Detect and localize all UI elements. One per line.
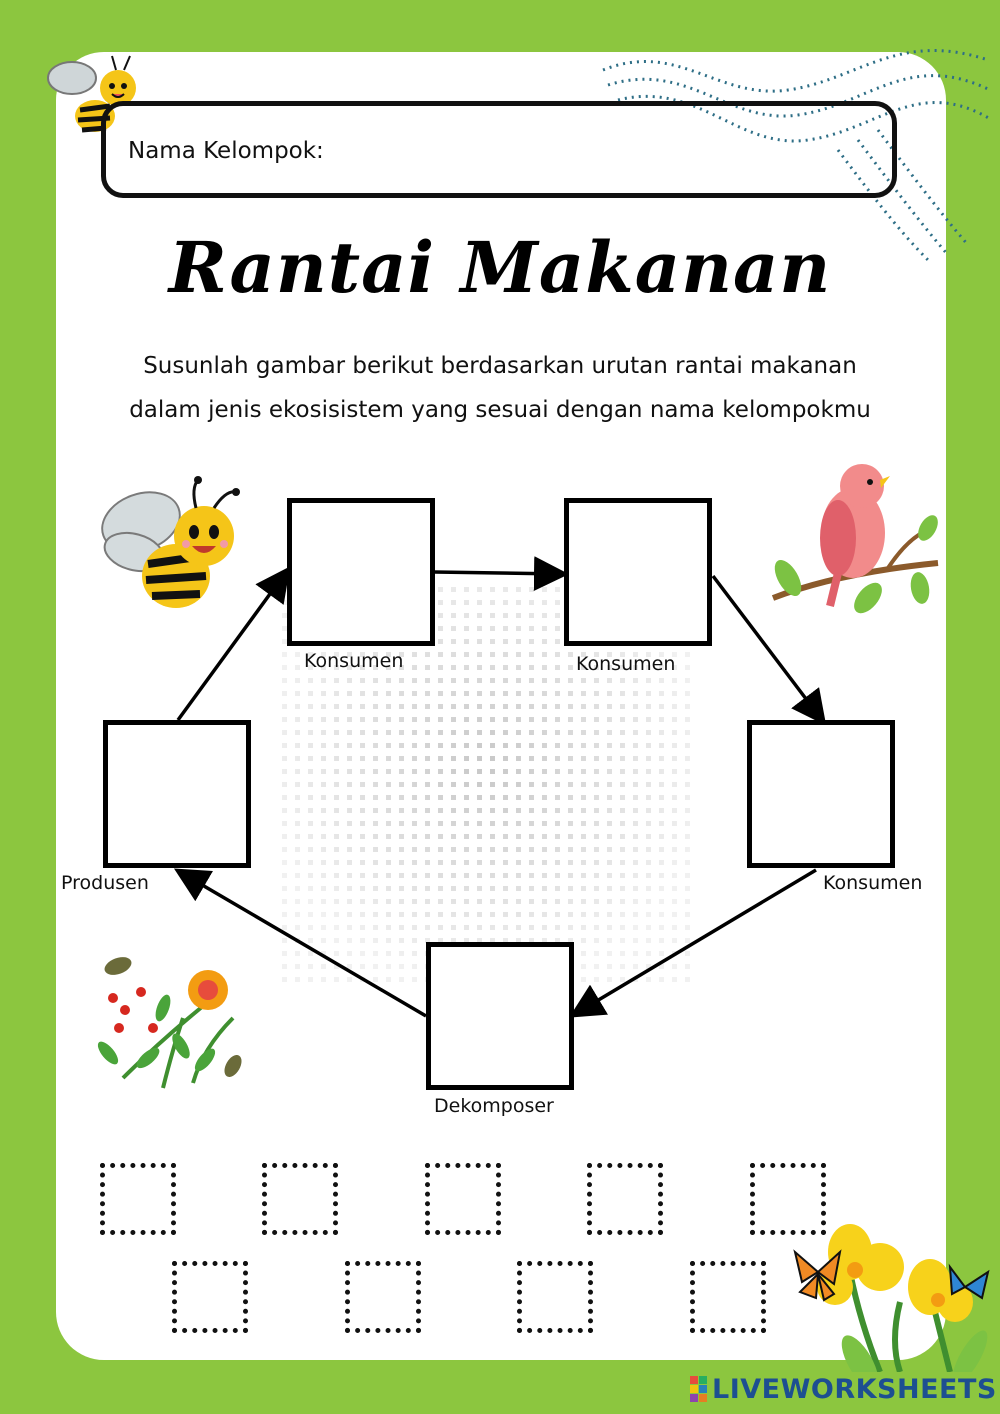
liveworksheets-brand[interactable]: LIVEWORKSHEETS bbox=[712, 1374, 997, 1405]
konsumen2-label: Konsumen bbox=[576, 653, 676, 675]
answer-slot[interactable] bbox=[345, 1261, 421, 1333]
produsen-box[interactable] bbox=[103, 720, 251, 868]
group-name-label: Nama Kelompok: bbox=[128, 138, 324, 164]
answer-slot[interactable] bbox=[100, 1163, 176, 1235]
arrow-konsumen3-to-dekomposer bbox=[575, 870, 816, 1014]
liveworksheets-logo-icon bbox=[690, 1376, 708, 1404]
page-title: Rantai Makanan bbox=[168, 226, 832, 309]
answer-slot[interactable] bbox=[425, 1163, 501, 1235]
bird-icon bbox=[768, 458, 943, 618]
dekomposer-box[interactable] bbox=[426, 942, 574, 1090]
konsumen2-box[interactable] bbox=[564, 498, 712, 646]
answer-slot[interactable] bbox=[172, 1261, 248, 1333]
flowers-butterflies-icon bbox=[790, 1212, 1000, 1372]
answer-slot[interactable] bbox=[587, 1163, 663, 1235]
flowers-and-insects-icon bbox=[93, 948, 253, 1093]
arrow-konsumen1-to-konsumen2 bbox=[434, 572, 562, 574]
answer-slot[interactable] bbox=[262, 1163, 338, 1235]
answer-slot[interactable] bbox=[690, 1261, 766, 1333]
produsen-label: Produsen bbox=[61, 872, 149, 894]
bee-icon bbox=[86, 474, 246, 619]
instruction-text: Susunlah gambar berikut berdasarkan urutan rantai makanan dalam jenis ekosisistem yang sesuai dengan nama kelompokmu bbox=[129, 353, 871, 423]
konsumen1-box[interactable] bbox=[287, 498, 435, 646]
answer-slot[interactable] bbox=[517, 1261, 593, 1333]
konsumen1-label: Konsumen bbox=[304, 650, 404, 672]
konsumen3-box[interactable] bbox=[747, 720, 895, 868]
dekomposer-label: Dekomposer bbox=[434, 1095, 554, 1117]
konsumen3-label: Konsumen bbox=[823, 872, 923, 894]
